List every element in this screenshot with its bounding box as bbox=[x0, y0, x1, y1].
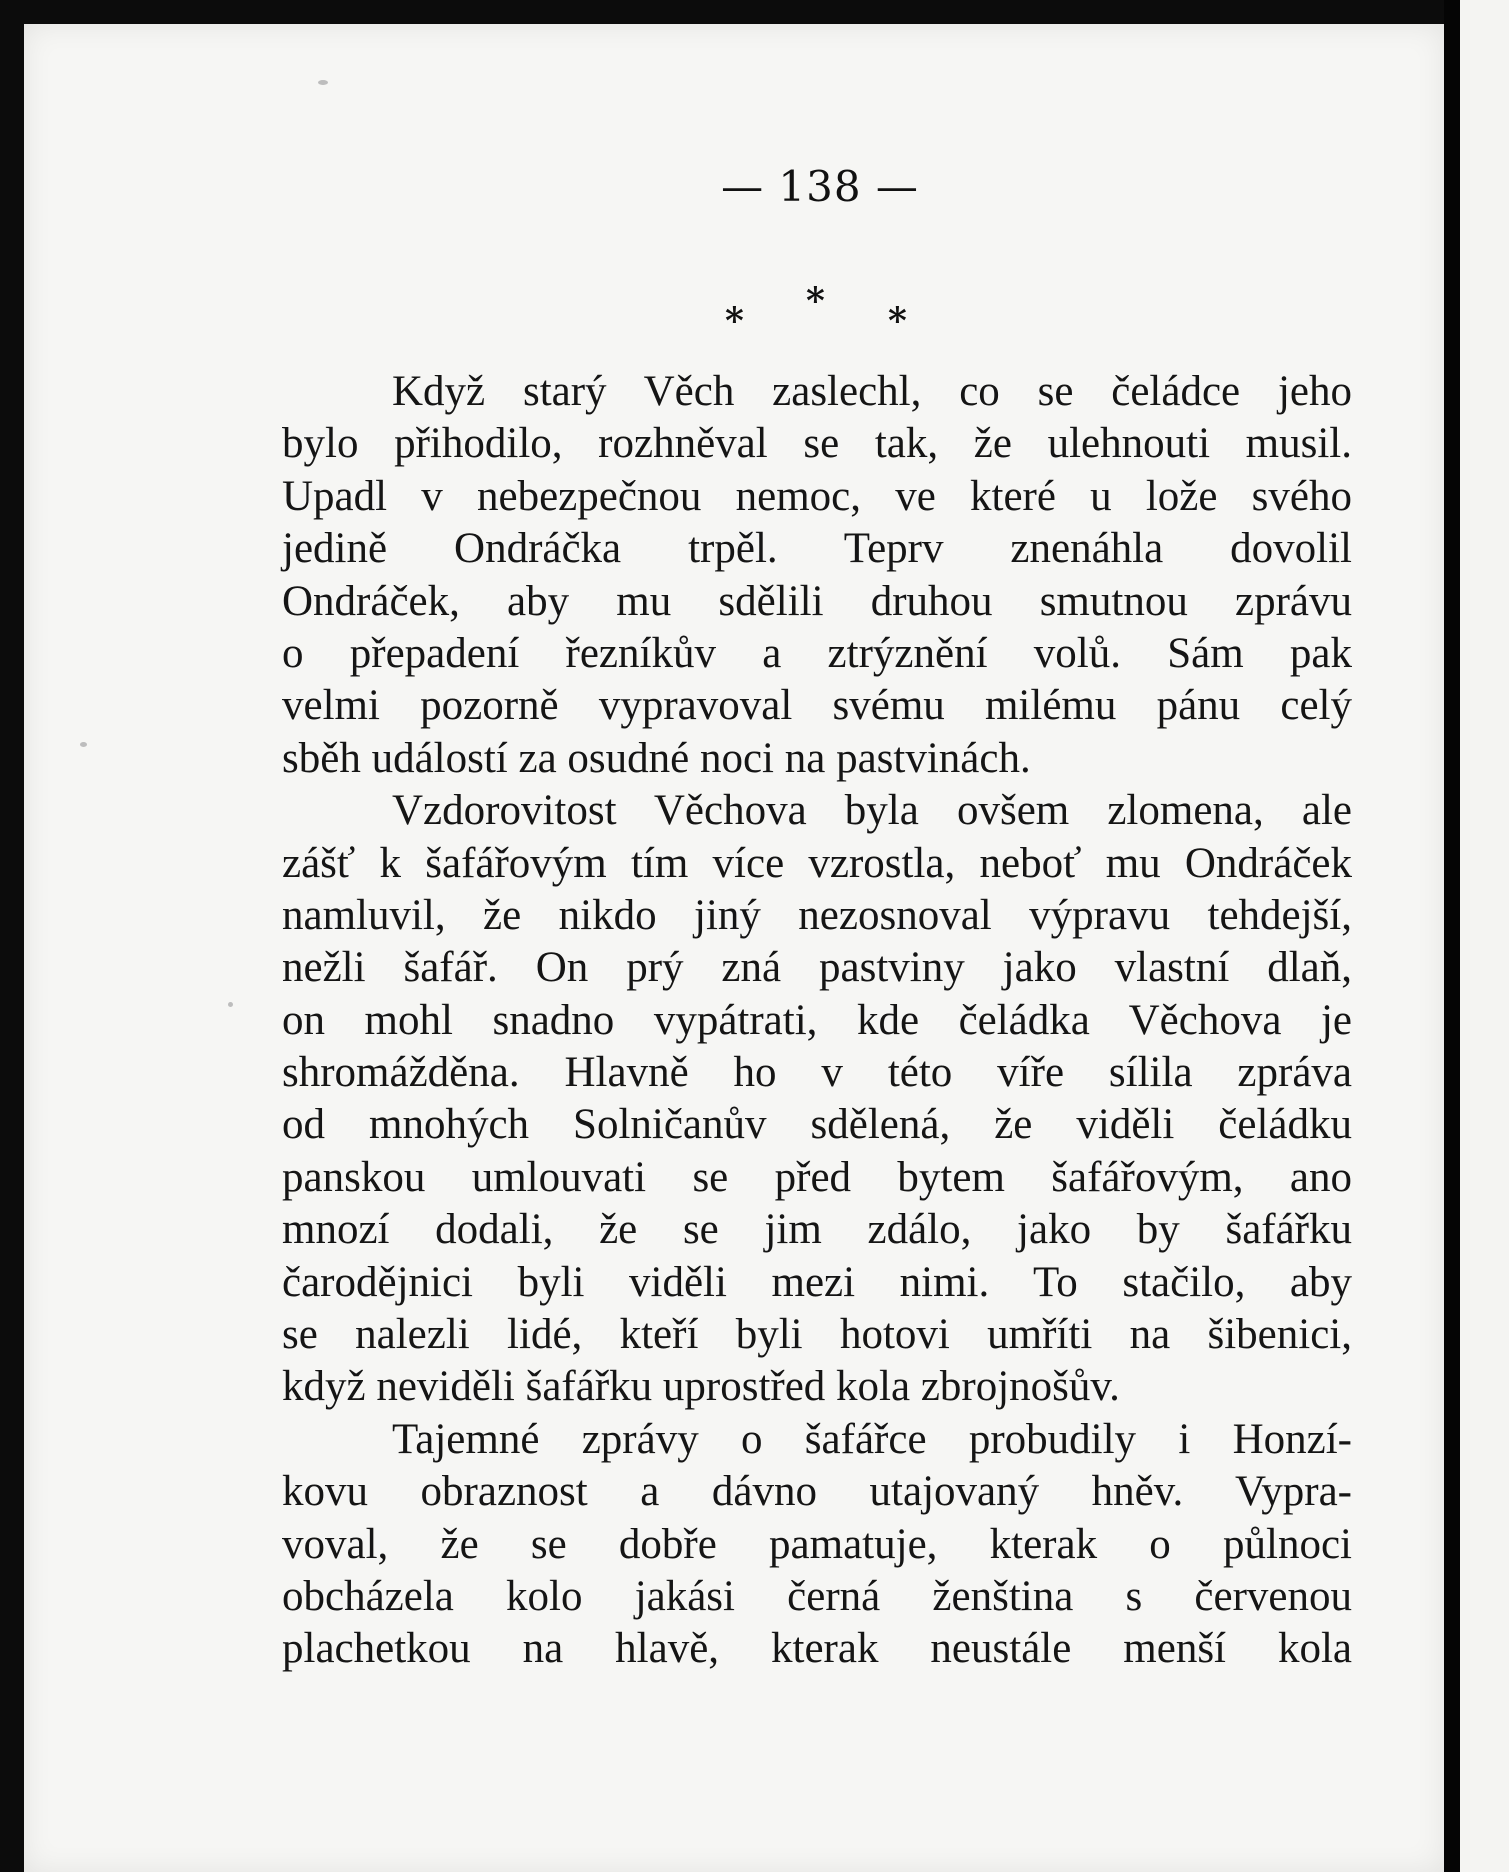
text-line: když neviděli šafářku uprostřed kola zbrojnošův. bbox=[282, 1363, 1120, 1411]
text-line: čarodějnici byli viděli mezi nimi. To stačilo, aby bbox=[282, 1258, 1352, 1306]
text-line: od mnohých Solničanův sdělená, že viděli čeládku bbox=[282, 1101, 1352, 1149]
text-line: bylo přihodilo, rozhněval se tak, že ulehnouti musil. bbox=[282, 420, 1352, 468]
asterism-star-left: * bbox=[725, 300, 744, 342]
text-line: Tajemné zprávy o šafářce probudily i Honzí- bbox=[392, 1415, 1352, 1463]
next-page-edge bbox=[1460, 0, 1509, 1872]
paper-speck bbox=[80, 742, 87, 747]
binding-shadow bbox=[1444, 0, 1460, 1872]
text-line: zášť k šafářovým tím více vzrostla, neboť mu Ondráček bbox=[282, 839, 1352, 887]
text-line: sběh událostí za osudné noci na pastvinách. bbox=[282, 734, 1031, 782]
text-line: kovu obraznost a dávno utajovaný hněv. Vypra- bbox=[282, 1468, 1352, 1516]
text-line: Ondráček, aby mu sdělili druhou smutnou zprávu bbox=[282, 577, 1352, 625]
section-asterism bbox=[720, 280, 920, 340]
text-line: Vzdorovitost Věchova byla ovšem zlomena, ale bbox=[392, 787, 1352, 835]
text-line: nežli šafář. On prý zná pastviny jako vlastní dlaň, bbox=[282, 944, 1352, 992]
text-line: velmi pozorně vypravoval svému milému pánu celý bbox=[282, 682, 1352, 730]
text-line: jedině Ondráčka trpěl. Teprv znenáhla dovolil bbox=[282, 525, 1352, 573]
text-line: plachetkou na hlavě, kterak neustále menší kola bbox=[282, 1625, 1352, 1673]
text-line: se nalezli lidé, kteří byli hotovi umříti na šibenici, bbox=[282, 1311, 1352, 1359]
paper-speck bbox=[228, 1002, 233, 1007]
asterism-star-right: * bbox=[888, 300, 907, 342]
text-line: Upadl v nebezpečnou nemoc, ve které u lože svého bbox=[282, 472, 1352, 520]
text-line: o přepadení řezníkův a ztrýznění volů. Sám pak bbox=[282, 629, 1352, 677]
text-line: namluvil, že nikdo jiný nezosnoval výpravu tehdejší, bbox=[282, 891, 1352, 939]
paper-speck bbox=[318, 80, 328, 85]
text-line: mnozí dodali, že se jim zdálo, jako by šafářku bbox=[282, 1206, 1352, 1254]
text-line: shromážděna. Hlavně ho v této víře sílila zpráva bbox=[282, 1049, 1352, 1097]
text-line: panskou umlouvati se před bytem šafářovým, ano bbox=[282, 1153, 1352, 1201]
text-line: voval, že se dobře pamatuje, kterak o půlnoci bbox=[282, 1520, 1352, 1568]
body-text bbox=[282, 366, 1352, 1676]
text-line: obcházela kolo jakási černá ženština s červenou bbox=[282, 1572, 1352, 1620]
asterism-star-top: * bbox=[806, 280, 825, 322]
text-line: on mohl snadno vypátrati, kde čeládka Věchova je bbox=[282, 996, 1352, 1044]
text-line: Když starý Věch zaslechl, co se čeládce jeho bbox=[392, 368, 1352, 415]
page-number: — 138 — bbox=[721, 162, 919, 211]
